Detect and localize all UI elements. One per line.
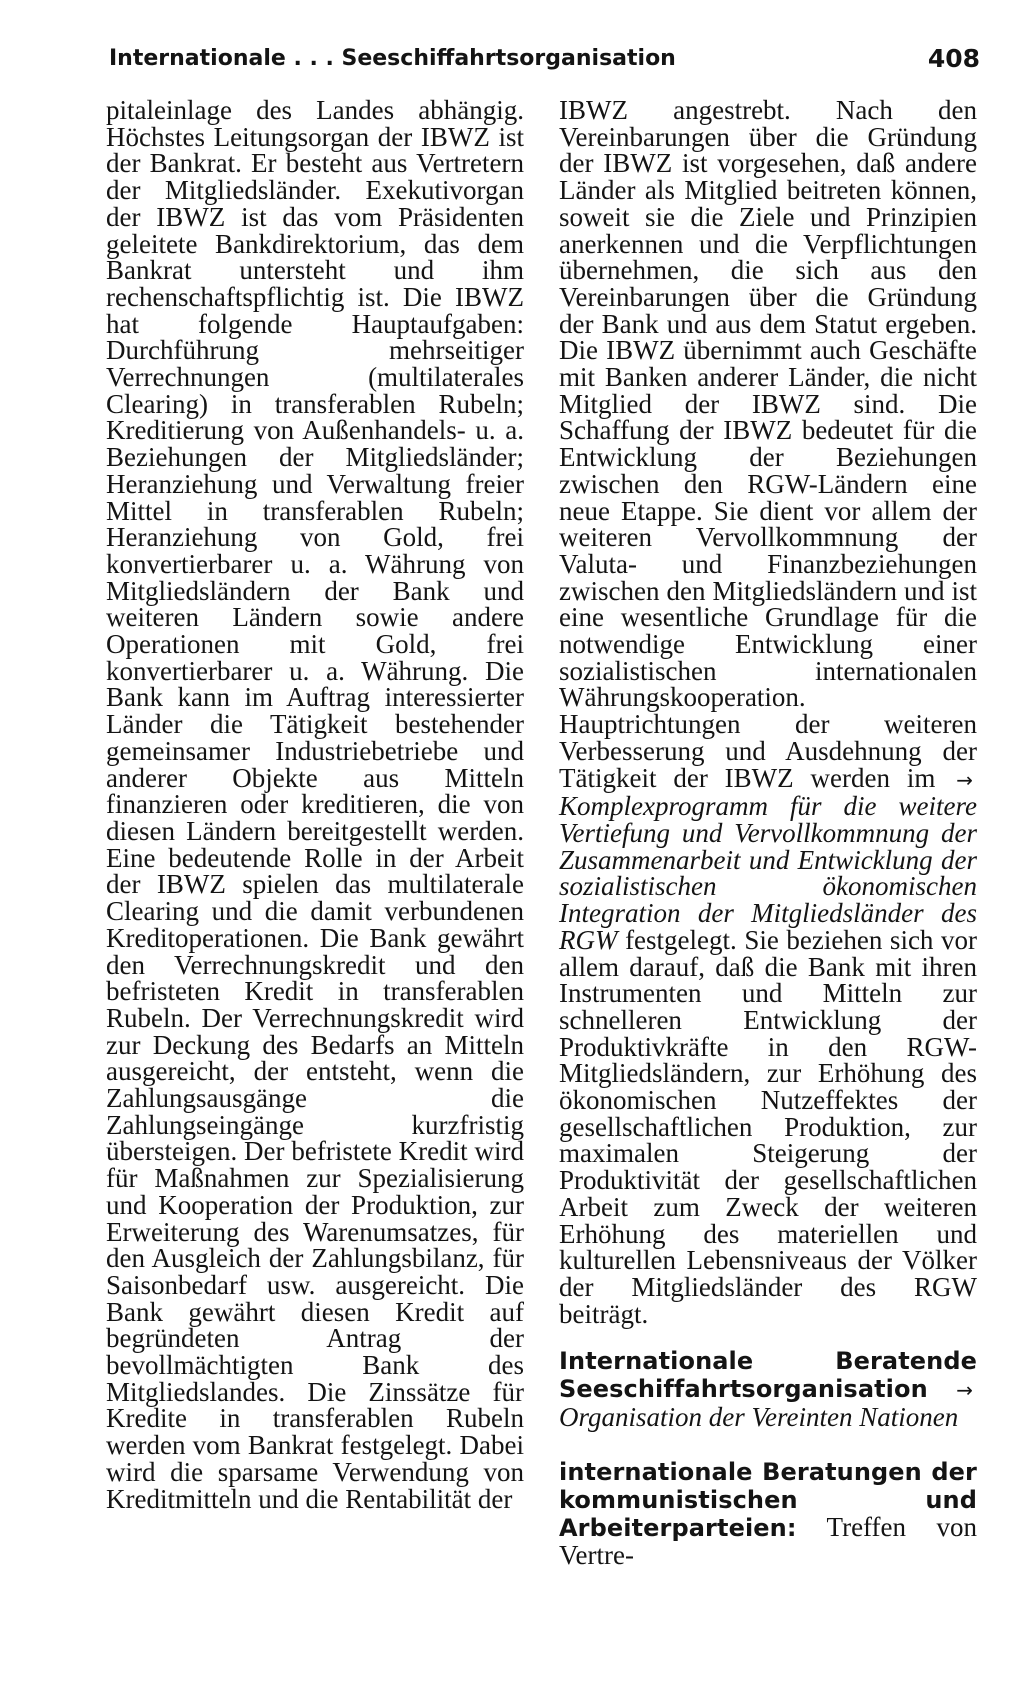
page-header — [109, 38, 980, 78]
komplexprogramm-reference[interactable]: Komplexprogramm für die weitere Vertiefung und Vervollkommnung der Zusammenarbeit und Entwicklung der sozialistischen ökonomischen Integration der Mitgliedsländer des RGW — [559, 791, 977, 955]
running-header-title: Internationale . . . Seeschiffahrtsorganisation — [109, 46, 676, 71]
ibwz-entry-conclusion — [559, 97, 977, 1327]
left-text-column — [106, 97, 524, 1512]
uno-reference[interactable]: Organisation der Vereinten Nationen — [559, 1401, 959, 1432]
seeschiffahrtsorganisation-term: Internationale Beratende Seeschiffahrtsorganisation — [559, 1347, 977, 1404]
reference-arrow-icon: → — [956, 767, 973, 792]
beratungen-parteien-term: internationale Beratungen der kommunistischen und Arbeiterparteien: — [559, 1458, 977, 1542]
page-number: 408 — [927, 44, 980, 73]
cross-reference-arrow-icon: → — [956, 1378, 973, 1403]
beratungen-parteien-definition-start: Treffen von Vertre- — [559, 1511, 978, 1570]
ibwz-text-after-reference: festgelegt. Sie beziehen sich vor allem darauf, daß die Bank mit ihren Instrumenten und Mitteln zur schnelleren Entwicklung der Produktivkräfte in den RGW-Mitgliedsländern, zur Erhöhung des ökonomischen Nutzeffektes der gesellschaftlichen Produktion, zur maximalen Steigerung der Produktivität der gesellschaftlichen Arbeit zum Zweck der weiteren Erhöhung des materiellen und kulturellen Lebensniveaus der Völker der Mitgliedsländer des RGW beiträgt. — [559, 924, 977, 1329]
right-text-column — [559, 97, 977, 1568]
beratungen-parteien-entry — [559, 1458, 977, 1568]
seeschiffahrtsorganisation-entry — [559, 1347, 977, 1430]
ibwz-text-before-reference: IBWZ angestrebt. Nach den Vereinbarungen über die Gründung der IBWZ ist vorgesehen, daß andere Länder als Mitglied beitreten können, soweit sie die Ziele und Prinzipien anerkennen und die Verpflichtungen übernehmen, die sich aus den Vereinbarungen über die Gründung der Bank und aus dem Statut ergeben. Die IBWZ übernimmt auch Geschäfte mit Banken anderer Länder, die nicht Mitglied der IBWZ sind. Die Schaffung der IBWZ bedeutet für die Entwicklung der Beziehungen zwischen den RGW-Ländern eine neue Etappe. Sie dient vor allem der weiteren Vervollkommnung der Valuta- und Finanzbeziehungen zwischen den Mitgliedsländern und ist eine wesentliche Grundlage für die notwendige Entwicklung einer sozialistischen internationalen Währungskooperation. Hauptrichtungen der weiteren Verbesserung und Ausdehnung der Tätigkeit der IBWZ werden im — [559, 95, 977, 793]
ibwz-entry-continuation: pitaleinlage des Landes abhängig. Höchstes Leitungsorgan der IBWZ ist der Bankrat. Er besteht aus Vertretern der Mitgliedsländer. Exekutivorgan der IBWZ ist das vom Präsidenten geleitete Bankdirektorium, das dem Bankrat untersteht und ihm rechenschaftspflichtig ist. Die IBWZ hat folgende Hauptaufgaben: Durchführung mehrseitiger Verrechnungen (multilaterales Clearing) in transferablen Rubeln; Kreditierung von Außenhandels- u. a. Beziehungen der Mitgliedsländer; Heranziehung und Verwaltung freier Mittel in transferablen Rubeln; Heranziehung von Gold, frei konvertierbarer u. a. Währung von Mitgliedsländern der Bank und weiteren Ländern sowie andere Operationen mit Gold, frei konvertierbarer u. a. Währung. Die Bank kann im Auftrag interessierter Länder die Tätigkeit bestehender gemeinsamer Industriebetriebe und anderer Objekte aus Mitteln finanzieren oder kreditieren, die von diesen Ländern bereitgestellt werden. Eine bedeutende Rolle in der Arbeit der IBWZ spielen das multilaterale Clearing und die damit verbundenen Kreditoperationen. Die Bank gewährt den Verrechnungskredit und den befristeten Kredit in transferablen Rubeln. Der Verrechnungskredit wird zur Deckung des Bedarfs an Mitteln ausgereicht, der entsteht, wenn die Zahlungsausgänge die Zahlungseingänge kurzfristig übersteigen. Der befristete Kredit wird für Maßnahmen zur Spezialisierung und Kooperation der Produktion, zur Erweiterung des Warenumsatzes, für den Ausgleich der Zahlungsbilanz, für Saisonbedarf usw. ausgereicht. Die Bank gewährt diesen Kredit auf begründeten Antrag der bevollmächtigten Bank des Mitgliedslandes. Die Zinssätze für Kredite in transferablen Rubeln werden vom Bankrat festgelegt. Dabei wird die sparsame Verwendung von Kreditmitteln und die Rentabilität der — [106, 95, 524, 1514]
